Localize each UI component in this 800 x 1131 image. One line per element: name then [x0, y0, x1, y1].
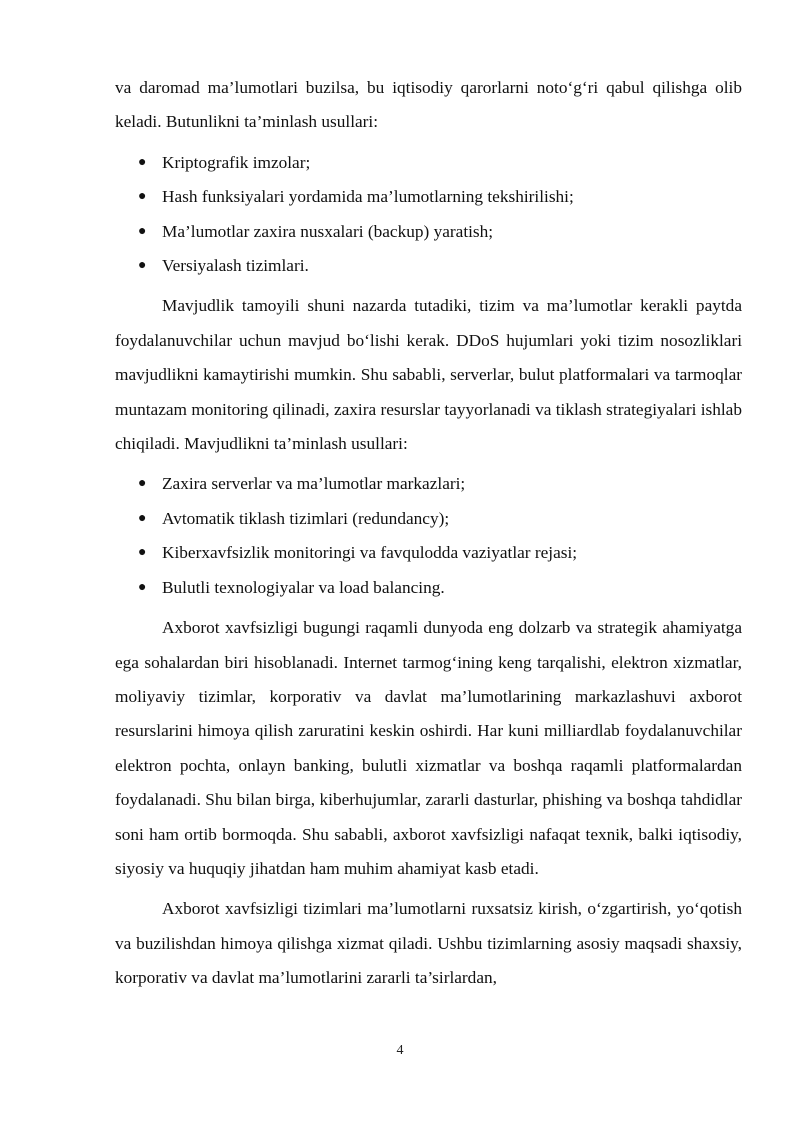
list-item	[115, 146, 742, 180]
bullet-icon: ●	[138, 154, 147, 170]
availability-methods-list	[115, 467, 742, 605]
list-item-text: Kiberxavfsizlik monitoringi va favqulodda vaziyatlar rejasi;	[162, 543, 578, 563]
list-item-text: Hash funksiyalari yordamida ma’lumotlarning tekshirilishi;	[162, 187, 574, 207]
bullet-icon: ●	[138, 223, 147, 239]
list-item-text: Bulutli texnologiyalar va load balancing.	[162, 577, 445, 597]
bullet-icon: ●	[138, 476, 147, 492]
list-item-text: Ma’lumotlar zaxira nusxalari (backup) yaratish;	[162, 221, 494, 241]
document-page	[115, 71, 742, 996]
list-item	[115, 536, 742, 570]
paragraph-security-systems: Axborot xavfsizligi tizimlari ma’lumotlarni ruxsatsiz kirish, o‘zgartirish, yo‘qotish va buzilishdan himoya qilishga xizmat qiladi. Ushbu tizimlarning asosiy maqsadi shaxsiy, korporativ va davlat ma’lumotlarini zararli ta’sirlardan,	[115, 899, 742, 988]
list-item	[115, 467, 742, 501]
list-item	[115, 180, 742, 214]
list-item	[115, 249, 742, 283]
bullet-icon: ●	[138, 545, 147, 561]
bullet-icon: ●	[138, 510, 147, 526]
bullet-icon: ●	[138, 189, 147, 205]
bullet-icon: ●	[138, 579, 147, 595]
list-item	[115, 215, 742, 249]
integrity-methods-list	[115, 146, 742, 284]
page-number: 4	[396, 1043, 404, 1058]
list-item	[115, 571, 742, 605]
list-item-text: Kriptografik imzolar;	[162, 152, 311, 172]
bullet-icon: ●	[138, 258, 147, 274]
list-item-text: Zaxira serverlar va ma’lumotlar markazlari;	[162, 474, 466, 494]
paragraph-information-security: Axborot xavfsizligi bugungi raqamli dunyoda eng dolzarb va strategik ahamiyatga ega sohalardan biri hisoblanadi. Internet tarmog‘ining keng tarqalishi, elektron xizmatlar, moliyaviy tizimlar, korporativ va davlat ma’lumotlarining markazlashuvi axborot resurslarini himoya qilish zaruratini keskin oshirdi. Har kuni milliardlab foydalanuvchilar elektron pochta, onlayn banking, bulutli xizmatlar va boshqa raqamli platformalardan foydalanadi. Shu bilan birga, kiberhujumlar, zararli dasturlar, phishing va boshqa tahdidlar soni ham ortib bormoqda. Shu sababli, axborot xavfsizligi nafaqat texnik, balki iqtisodiy, siyosiy va huquqiy jihatdan ham muhim ahamiyat kasb etadi.	[115, 618, 742, 878]
paragraph-availability: Mavjudlik tamoyili shuni nazarda tutadiki, tizim va ma’lumotlar kerakli paytda foydalanuvchilar uchun mavjud bo‘lishi kerak. DDoS hujumlari yoki tizim nosozliklari mavjudlikni kamaytirishi mumkin. Shu sababli, serverlar, bulut platformalari va tarmoqlar muntazam monitoring qilinadi, zaxira resurslar tayyorlanadi va tiklash strategiyalari ishlab chiqiladi. Mavjudlikni ta’minlash usullari:	[115, 296, 742, 454]
list-item	[115, 502, 742, 536]
list-item-text: Versiyalash tizimlari.	[162, 256, 309, 276]
list-item-text: Avtomatik tiklash tizimlari (redundancy);	[162, 508, 450, 528]
paragraph-integrity-intro: va daromad ma’lumotlari buzilsa, bu iqtisodiy qarorlarni noto‘g‘ri qabul qilishga olib keladi. Butunlikni ta’minlash usullari:	[115, 78, 742, 132]
